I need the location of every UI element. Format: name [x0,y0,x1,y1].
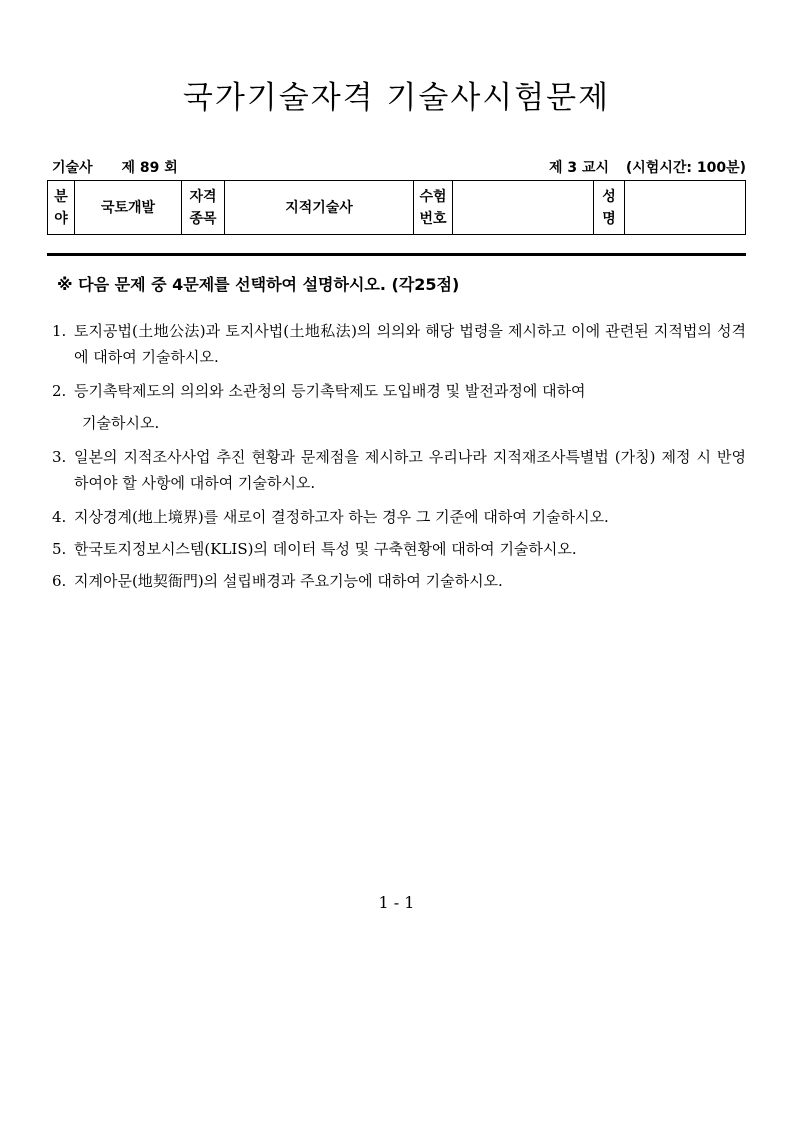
exam-category: 기술사 [52,160,93,176]
exam-meta-left [52,157,202,177]
name-label-text: 성 명 [602,188,616,227]
question-item [52,504,746,530]
question-list [52,318,746,594]
field-label [48,181,75,235]
exam-time: (시험시간: 100분) [625,160,746,176]
question-number: 5. [52,540,67,558]
question-number: 2. [52,382,67,400]
question-number: 6. [52,572,67,590]
question-text: 등기촉탁제도의 의의와 소관청의 등기촉탁제도 도입배경 및 발전과정에 대하여 [74,382,586,400]
field-value: 국토개발 [75,181,182,235]
exam-no-field[interactable] [453,181,594,235]
exam-no-label [414,181,453,235]
divider [47,253,746,256]
question-text-continued: 기술하시오. [82,414,160,432]
question-text: 토지공법(土地公法)과 토지사법(土地私法)의 의의와 해당 법령을 제시하고 이에 관련된 지적법의 성격에 대하여 기술하시오. [74,322,746,366]
type-value: 지적기술사 [225,181,414,235]
name-label [594,181,625,235]
question-number: 4. [52,508,67,526]
question-text: 한국토지정보시스템(KLIS)의 데이터 특성 및 구축현황에 대하여 기술하시오. [74,540,577,558]
type-label [182,181,225,235]
question-item [52,378,746,436]
name-field[interactable] [625,181,746,235]
question-text: 일본의 지적조사사업 추진 현황과 문제점을 제시하고 우리나라 지적재조사특별법 (가칭) 제정 시 반영하여야 할 사항에 대하여 기술하시오. [74,448,746,492]
question-number: 3. [52,448,67,466]
question-item [52,318,746,370]
page-number: 1 - 1 [378,893,415,912]
instruction: ※ 다음 문제 중 4문제를 선택하여 설명하시오. (각25점) [57,275,460,294]
field-label-text: 분 야 [54,188,68,227]
exam-round: 제 89 회 [121,160,178,176]
question-item [52,444,746,496]
question-item [52,536,746,562]
question-item [52,568,746,594]
question-number: 1. [52,322,67,340]
exam-no-label-text: 수험 번호 [419,188,447,227]
exam-session: 제 3 교시 [548,160,609,176]
question-text: 지계아문(地契衙門)의 설립배경과 주요기능에 대하여 기술하시오. [74,572,503,590]
exam-info-table [47,180,746,235]
exam-title: 국가기술자격 기술사시험문제 [182,80,611,116]
question-text: 지상경계(地上境界)를 새로이 결정하고자 하는 경우 그 기준에 대하여 기술하시오. [74,508,609,526]
exam-meta-right [537,157,746,177]
type-label-text: 자격 종목 [189,188,217,227]
